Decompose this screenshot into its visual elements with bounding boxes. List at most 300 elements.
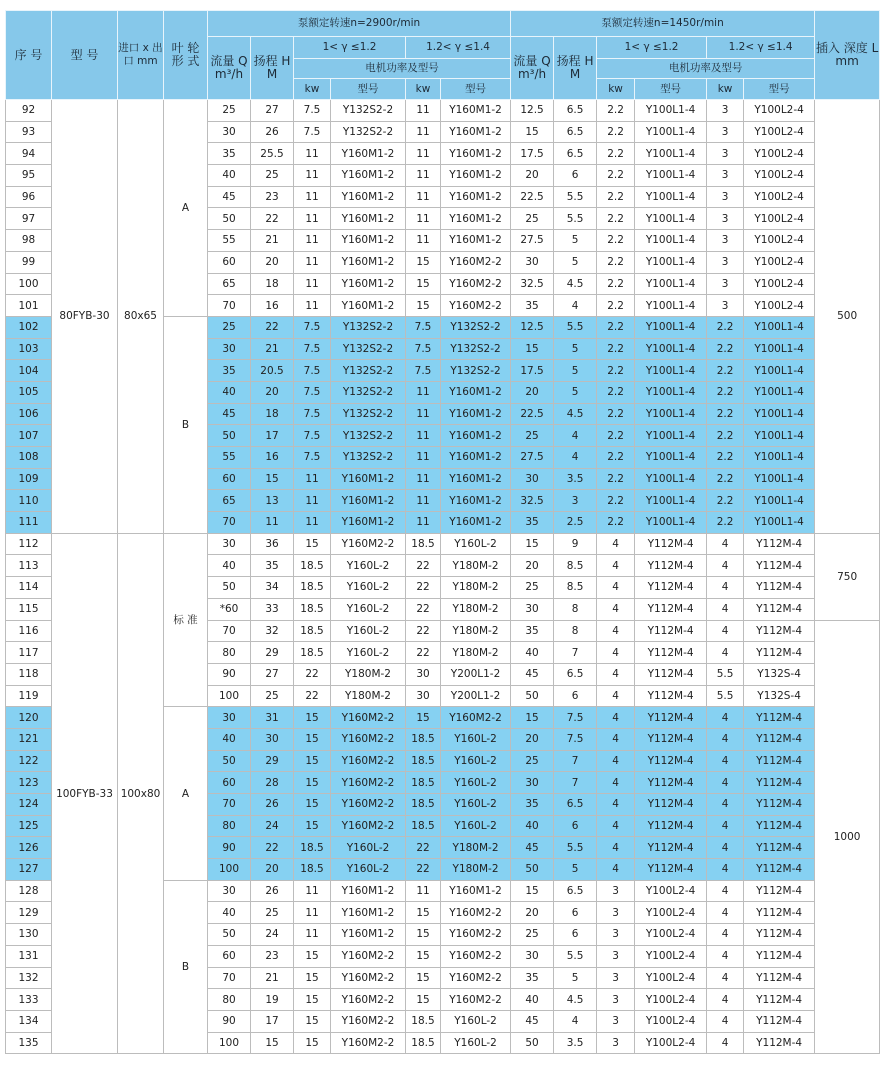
table-row (6, 100, 880, 122)
cell-motor-model: Y160L-2 (331, 598, 406, 620)
cell-motor-model: Y100L1-4 (635, 186, 707, 208)
header-kw: kw (597, 79, 635, 100)
cell-kw: 11 (406, 381, 441, 403)
cell-motor-model: Y112M-4 (744, 598, 815, 620)
cell-seq: 111 (6, 512, 52, 534)
cell-motor-model: Y160M1-2 (331, 165, 406, 187)
cell-kw: 4 (597, 859, 635, 881)
cell-kw: 3 (707, 186, 744, 208)
cell-motor-model: Y112M-4 (635, 750, 707, 772)
cell-flow: 55 (208, 447, 251, 469)
cell-flow: 100 (208, 685, 251, 707)
cell-motor-model: Y100L1-4 (635, 316, 707, 338)
header-model-col: 型号 (331, 79, 406, 100)
cell-head: 24 (251, 815, 294, 837)
cell-seq: 118 (6, 663, 52, 685)
cell-kw: 2.2 (597, 143, 635, 165)
cell-kw: 4 (707, 707, 744, 729)
cell-motor-model: Y112M-4 (635, 728, 707, 750)
cell-motor-model: Y132S2-2 (331, 425, 406, 447)
cell-flow: 100 (208, 1032, 251, 1054)
cell-kw: 2.2 (707, 468, 744, 490)
cell-head: 2.5 (554, 512, 597, 534)
cell-head: 7.5 (554, 728, 597, 750)
cell-kw: 2.2 (597, 403, 635, 425)
cell-flow: 15 (511, 880, 554, 902)
cell-insert-depth: 1000 (815, 620, 880, 1054)
cell-motor-model: Y160M1-2 (331, 208, 406, 230)
cell-head: 4 (554, 425, 597, 447)
cell-motor-model: Y112M-4 (635, 663, 707, 685)
cell-kw: 4 (707, 1032, 744, 1054)
cell-kw: 7.5 (294, 360, 331, 382)
cell-insert-depth: 500 (815, 100, 880, 534)
cell-flow: 80 (208, 989, 251, 1011)
cell-kw: 4 (707, 945, 744, 967)
cell-model: 80FYB-30 (52, 100, 118, 534)
cell-flow: 30 (208, 707, 251, 729)
cell-motor-model: Y100L1-4 (635, 100, 707, 122)
cell-kw: 2.2 (597, 121, 635, 143)
cell-kw: 2.2 (707, 360, 744, 382)
cell-kw: 3 (707, 251, 744, 273)
cell-head: 17 (251, 425, 294, 447)
cell-seq: 130 (6, 924, 52, 946)
cell-kw: 4 (707, 750, 744, 772)
cell-motor-model: Y160L-2 (441, 1032, 511, 1054)
cell-kw: 3 (597, 880, 635, 902)
cell-head: 29 (251, 642, 294, 664)
cell-kw: 11 (294, 143, 331, 165)
cell-kw: 18.5 (406, 1032, 441, 1054)
cell-kw: 3 (707, 100, 744, 122)
cell-kw: 4 (597, 837, 635, 859)
cell-seq: 129 (6, 902, 52, 924)
cell-motor-model: Y132S2-2 (331, 447, 406, 469)
cell-motor-model: Y132S2-2 (331, 121, 406, 143)
cell-motor-model: Y160L-2 (331, 859, 406, 881)
cell-flow: 60 (208, 468, 251, 490)
cell-kw: 18.5 (406, 533, 441, 555)
header-flow: 流量 Q m³/h (208, 37, 251, 100)
cell-kw: 7.5 (294, 338, 331, 360)
cell-flow: 25 (511, 577, 554, 599)
cell-head: 6 (554, 685, 597, 707)
cell-motor-model: Y100L1-4 (635, 338, 707, 360)
cell-flow: 40 (208, 728, 251, 750)
cell-motor-model: Y132S2-2 (331, 403, 406, 425)
cell-kw: 11 (406, 425, 441, 447)
cell-head: 8 (554, 598, 597, 620)
cell-motor-model: Y160L-2 (441, 533, 511, 555)
cell-kw: 15 (294, 728, 331, 750)
cell-flow: 25 (511, 750, 554, 772)
cell-head: 4.5 (554, 403, 597, 425)
cell-flow: 60 (208, 772, 251, 794)
cell-kw: 11 (294, 273, 331, 295)
cell-motor-model: Y112M-4 (744, 880, 815, 902)
cell-head: 3 (554, 490, 597, 512)
cell-head: 27 (251, 100, 294, 122)
cell-motor-model: Y100L1-4 (635, 121, 707, 143)
cell-motor-model: Y100L2-4 (635, 880, 707, 902)
cell-flow: 70 (208, 295, 251, 317)
header-head: 扬程 H M (554, 37, 597, 100)
cell-motor-model: Y112M-4 (635, 794, 707, 816)
cell-motor-model: Y100L2-4 (744, 165, 815, 187)
cell-kw: 4 (597, 555, 635, 577)
cell-head: 6.5 (554, 143, 597, 165)
cell-flow: 20 (511, 555, 554, 577)
header-gamma-range: 1.2< γ ≤1.4 (707, 37, 815, 59)
cell-head: 32 (251, 620, 294, 642)
cell-motor-model: Y160M1-2 (441, 447, 511, 469)
cell-motor-model: Y160M2-2 (331, 707, 406, 729)
cell-motor-model: Y160M1-2 (331, 490, 406, 512)
cell-flow: 100 (208, 859, 251, 881)
cell-head: 3.5 (554, 1032, 597, 1054)
cell-flow: 90 (208, 663, 251, 685)
cell-flow: 40 (511, 642, 554, 664)
cell-flow: 90 (208, 837, 251, 859)
cell-head: 7 (554, 772, 597, 794)
cell-kw: 4 (707, 902, 744, 924)
cell-flow: 30 (208, 880, 251, 902)
cell-flow: 35 (511, 620, 554, 642)
cell-seq: 102 (6, 316, 52, 338)
cell-kw: 7.5 (406, 338, 441, 360)
cell-kw: 4 (707, 642, 744, 664)
cell-kw: 3 (597, 902, 635, 924)
cell-motor-model: Y160M2-2 (441, 967, 511, 989)
cell-motor-model: Y160M1-2 (441, 100, 511, 122)
cell-kw: 2.2 (707, 403, 744, 425)
cell-motor-model: Y160L-2 (331, 620, 406, 642)
cell-seq: 131 (6, 945, 52, 967)
cell-kw: 15 (294, 794, 331, 816)
cell-flow: 30 (511, 945, 554, 967)
cell-inlet-outlet: 100x80 (118, 533, 164, 1054)
cell-flow: 40 (208, 555, 251, 577)
cell-kw: 15 (406, 707, 441, 729)
cell-seq: 96 (6, 186, 52, 208)
cell-head: 6 (554, 902, 597, 924)
cell-head: 21 (251, 338, 294, 360)
cell-head: 4.5 (554, 989, 597, 1011)
cell-kw: 22 (406, 620, 441, 642)
cell-kw: 2.2 (707, 425, 744, 447)
cell-kw: 2.2 (597, 468, 635, 490)
cell-motor-model: Y112M-4 (744, 642, 815, 664)
cell-motor-model: Y100L2-4 (635, 989, 707, 1011)
cell-flow: 27.5 (511, 230, 554, 252)
cell-motor-model: Y160M1-2 (441, 381, 511, 403)
cell-head: 27 (251, 663, 294, 685)
cell-impeller-type: 标 准 (164, 533, 208, 707)
cell-head: 15 (251, 1032, 294, 1054)
cell-flow: 50 (208, 208, 251, 230)
cell-motor-model: Y112M-4 (635, 620, 707, 642)
header-model: 型 号 (52, 11, 118, 100)
cell-motor-model: Y160L-2 (441, 794, 511, 816)
cell-head: 6.5 (554, 794, 597, 816)
cell-kw: 11 (294, 902, 331, 924)
cell-flow: 60 (208, 945, 251, 967)
cell-kw: 5.5 (707, 685, 744, 707)
cell-motor-model: Y112M-4 (744, 555, 815, 577)
cell-flow: 80 (208, 815, 251, 837)
cell-motor-model: Y160M1-2 (331, 902, 406, 924)
cell-kw: 3 (597, 945, 635, 967)
cell-motor-model: Y100L1-4 (635, 251, 707, 273)
cell-kw: 4 (707, 967, 744, 989)
cell-head: 26 (251, 121, 294, 143)
cell-motor-model: Y112M-4 (744, 837, 815, 859)
cell-seq: 99 (6, 251, 52, 273)
cell-flow: 30 (511, 772, 554, 794)
cell-kw: 4 (707, 989, 744, 1011)
cell-kw: 4 (707, 598, 744, 620)
cell-motor-model: Y160M1-2 (331, 295, 406, 317)
cell-motor-model: Y132S-4 (744, 663, 815, 685)
cell-kw: 15 (294, 945, 331, 967)
cell-kw: 18.5 (294, 555, 331, 577)
cell-kw: 22 (406, 642, 441, 664)
header-kw: kw (406, 79, 441, 100)
cell-head: 20 (251, 381, 294, 403)
cell-seq: 103 (6, 338, 52, 360)
cell-kw: 11 (406, 143, 441, 165)
header-head: 扬程 H M (251, 37, 294, 100)
cell-kw: 22 (406, 859, 441, 881)
cell-kw: 7.5 (294, 121, 331, 143)
cell-head: 3.5 (554, 468, 597, 490)
cell-seq: 113 (6, 555, 52, 577)
cell-head: 22 (251, 837, 294, 859)
cell-head: 13 (251, 490, 294, 512)
cell-head: 25 (251, 685, 294, 707)
cell-head: 24 (251, 924, 294, 946)
cell-kw: 11 (406, 208, 441, 230)
cell-head: 5 (554, 338, 597, 360)
cell-kw: 15 (406, 295, 441, 317)
cell-head: 22 (251, 208, 294, 230)
cell-head: 5 (554, 381, 597, 403)
cell-kw: 11 (406, 512, 441, 534)
cell-kw: 2.2 (597, 512, 635, 534)
cell-head: 29 (251, 750, 294, 772)
cell-kw: 3 (707, 121, 744, 143)
cell-kw: 4 (597, 728, 635, 750)
cell-motor-model: Y132S2-2 (441, 360, 511, 382)
cell-head: 35 (251, 555, 294, 577)
cell-motor-model: Y160L-2 (331, 577, 406, 599)
cell-flow: 40 (208, 165, 251, 187)
cell-seq: 104 (6, 360, 52, 382)
cell-motor-model: Y112M-4 (635, 837, 707, 859)
cell-kw: 4 (597, 815, 635, 837)
cell-flow: 15 (511, 533, 554, 555)
cell-kw: 4 (597, 577, 635, 599)
cell-flow: 35 (208, 360, 251, 382)
cell-motor-model: Y160M1-2 (441, 121, 511, 143)
cell-kw: 11 (294, 251, 331, 273)
cell-flow: 40 (208, 902, 251, 924)
cell-seq: 117 (6, 642, 52, 664)
cell-kw: 11 (294, 880, 331, 902)
cell-motor-model: Y160M2-2 (441, 989, 511, 1011)
cell-motor-model: Y100L2-4 (635, 902, 707, 924)
header-model-col: 型号 (441, 79, 511, 100)
cell-flow: 25 (208, 316, 251, 338)
cell-kw: 4 (707, 837, 744, 859)
cell-seq: 105 (6, 381, 52, 403)
cell-inlet-outlet: 80x65 (118, 100, 164, 534)
cell-motor-model: Y160L-2 (331, 642, 406, 664)
cell-motor-model: Y160M2-2 (441, 273, 511, 295)
cell-seq: 124 (6, 794, 52, 816)
cell-kw: 4 (597, 620, 635, 642)
cell-seq: 115 (6, 598, 52, 620)
header-kw: kw (294, 79, 331, 100)
cell-motor-model: Y160M1-2 (441, 165, 511, 187)
cell-head: 5.5 (554, 945, 597, 967)
cell-kw: 15 (294, 815, 331, 837)
header-insert-depth: 插入 深度 L mm (815, 11, 880, 100)
cell-kw: 18.5 (406, 1010, 441, 1032)
cell-motor-model: Y100L1-4 (744, 512, 815, 534)
cell-kw: 3 (707, 165, 744, 187)
cell-motor-model: Y160L-2 (441, 750, 511, 772)
cell-kw: 2.2 (597, 273, 635, 295)
cell-motor-model: Y160M1-2 (331, 512, 406, 534)
cell-seq: 133 (6, 989, 52, 1011)
cell-motor-model: Y112M-4 (744, 902, 815, 924)
cell-flow: 12.5 (511, 100, 554, 122)
cell-motor-model: Y160L-2 (441, 1010, 511, 1032)
table-header (6, 11, 880, 100)
cell-head: 9 (554, 533, 597, 555)
cell-head: 4 (554, 1010, 597, 1032)
cell-kw: 7.5 (294, 100, 331, 122)
cell-seq: 128 (6, 880, 52, 902)
cell-head: 6.5 (554, 880, 597, 902)
cell-head: 34 (251, 577, 294, 599)
cell-head: 16 (251, 295, 294, 317)
cell-motor-model: Y112M-4 (744, 533, 815, 555)
cell-kw: 18.5 (294, 620, 331, 642)
cell-flow: 80 (208, 642, 251, 664)
cell-kw: 15 (406, 924, 441, 946)
cell-motor-model: Y132S2-2 (331, 360, 406, 382)
cell-motor-model: Y180M-2 (441, 598, 511, 620)
pump-spec-table (5, 10, 880, 1054)
cell-kw: 15 (406, 945, 441, 967)
cell-motor-model: Y100L1-4 (744, 468, 815, 490)
cell-kw: 2.2 (597, 186, 635, 208)
cell-motor-model: Y100L1-4 (744, 490, 815, 512)
cell-kw: 4 (597, 772, 635, 794)
cell-motor-model: Y160M2-2 (331, 989, 406, 1011)
cell-impeller-type: B (164, 880, 208, 1054)
header-model-col: 型号 (635, 79, 707, 100)
cell-motor-model: Y100L1-4 (635, 403, 707, 425)
cell-motor-model: Y160M1-2 (441, 468, 511, 490)
cell-motor-model: Y100L2-4 (744, 100, 815, 122)
cell-head: 8.5 (554, 555, 597, 577)
table-row (6, 533, 880, 555)
cell-flow: 40 (511, 989, 554, 1011)
cell-seq: 135 (6, 1032, 52, 1054)
cell-kw: 15 (406, 967, 441, 989)
cell-kw: 22 (406, 598, 441, 620)
cell-kw: 3 (597, 1032, 635, 1054)
cell-kw: 2.2 (707, 381, 744, 403)
cell-head: 5.5 (554, 837, 597, 859)
cell-head: 5.5 (554, 208, 597, 230)
cell-motor-model: Y112M-4 (744, 794, 815, 816)
cell-flow: 65 (208, 490, 251, 512)
table-body (6, 100, 880, 1054)
cell-seq: 119 (6, 685, 52, 707)
cell-kw: 2.2 (597, 208, 635, 230)
cell-kw: 22 (294, 685, 331, 707)
cell-seq: 110 (6, 490, 52, 512)
cell-motor-model: Y100L2-4 (744, 230, 815, 252)
cell-motor-model: Y160M2-2 (441, 945, 511, 967)
cell-kw: 4 (707, 924, 744, 946)
cell-kw: 4 (707, 1010, 744, 1032)
cell-flow: 17.5 (511, 360, 554, 382)
cell-motor-model: Y160M2-2 (331, 750, 406, 772)
cell-seq: 112 (6, 533, 52, 555)
cell-seq: 107 (6, 425, 52, 447)
cell-head: 25 (251, 165, 294, 187)
cell-motor-model: Y100L1-4 (635, 143, 707, 165)
cell-motor-model: Y132S2-2 (441, 338, 511, 360)
cell-kw: 11 (406, 100, 441, 122)
cell-flow: 35 (511, 967, 554, 989)
cell-flow: 40 (511, 815, 554, 837)
cell-kw: 15 (294, 772, 331, 794)
cell-motor-model: Y112M-4 (635, 577, 707, 599)
cell-motor-model: Y160M2-2 (441, 251, 511, 273)
cell-motor-model: Y160M1-2 (441, 490, 511, 512)
cell-head: 6.5 (554, 100, 597, 122)
cell-flow: 22.5 (511, 186, 554, 208)
cell-motor-model: Y100L1-4 (744, 360, 815, 382)
cell-motor-model: Y160M1-2 (331, 230, 406, 252)
cell-flow: 45 (208, 186, 251, 208)
cell-kw: 4 (707, 555, 744, 577)
cell-kw: 3 (707, 295, 744, 317)
cell-kw: 11 (406, 447, 441, 469)
cell-motor-model: Y160M2-2 (331, 945, 406, 967)
cell-kw: 11 (294, 295, 331, 317)
cell-motor-model: Y160L-2 (441, 772, 511, 794)
cell-motor-model: Y160M1-2 (331, 143, 406, 165)
cell-flow: 25 (511, 208, 554, 230)
header-seq: 序 号 (6, 11, 52, 100)
cell-kw: 5.5 (707, 663, 744, 685)
cell-motor-model: Y112M-4 (744, 924, 815, 946)
cell-flow: 45 (511, 837, 554, 859)
cell-flow: 20 (511, 902, 554, 924)
cell-head: 8.5 (554, 577, 597, 599)
cell-flow: 50 (208, 425, 251, 447)
cell-motor-model: Y160M1-2 (441, 208, 511, 230)
cell-kw: 11 (406, 468, 441, 490)
